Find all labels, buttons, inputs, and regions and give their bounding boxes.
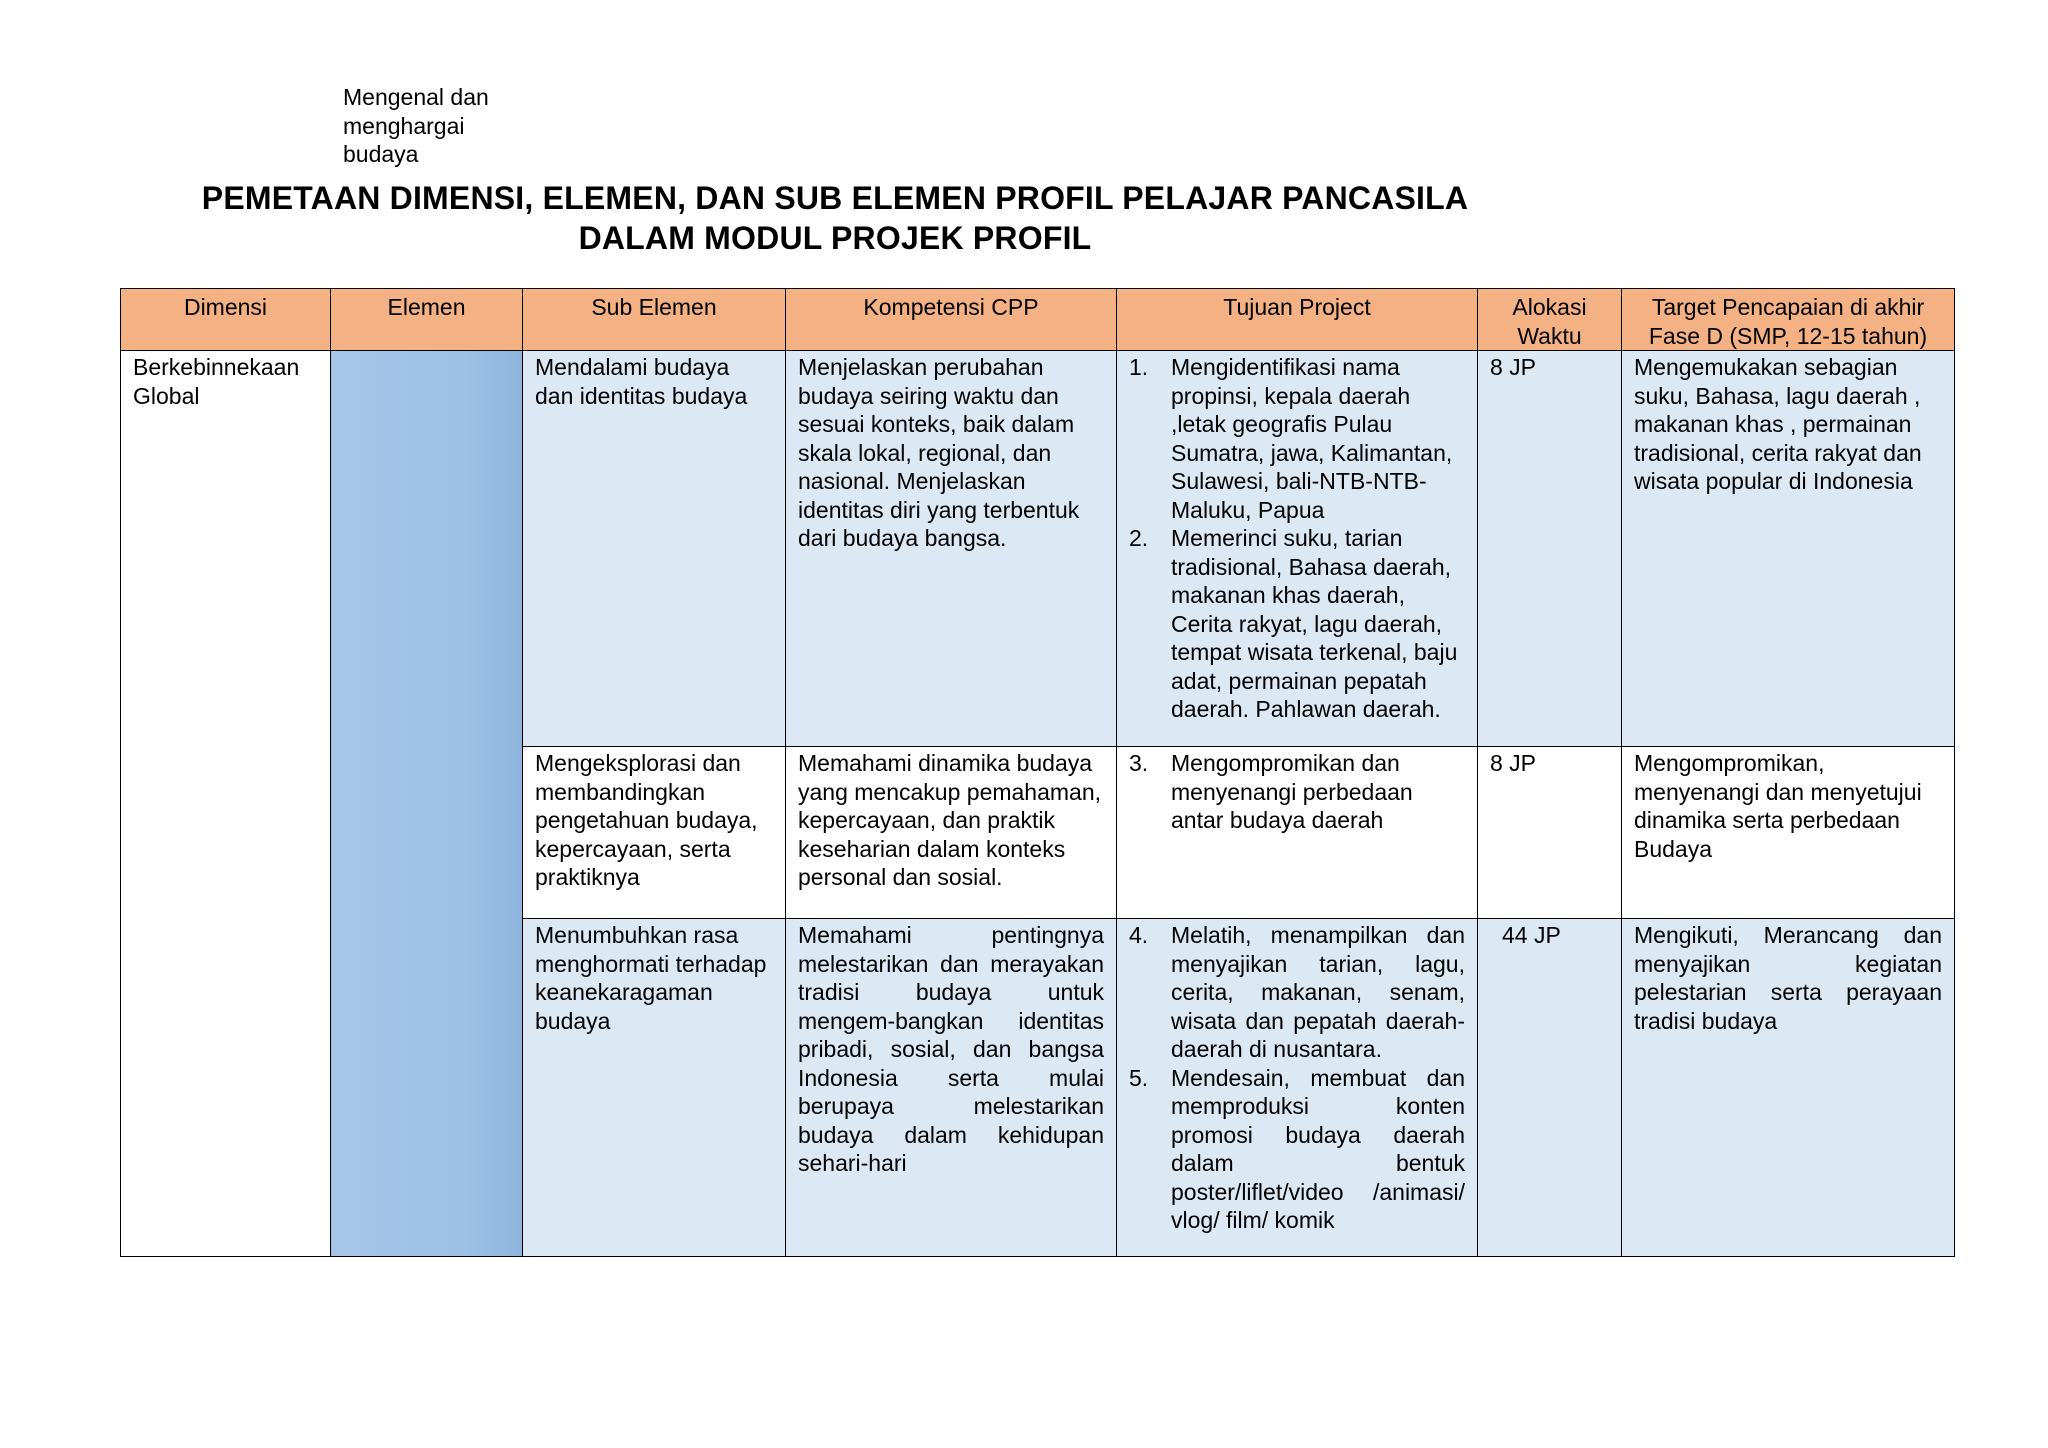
tujuan-text: Mengidentifikasi nama propinsi, kepala daerah ,letak geografis Pulau Sumatra, jawa, Kalimantan, Sulawesi, bali-NTB-NTB-Maluku, Papua	[1171, 354, 1453, 523]
tujuan-text: Memerinci suku, tarian tradisional, Bahasa daerah, makanan khas daerah, Cerita rakyat, lagu daerah, tempat wisata terkenal, baju adat, permainan pepatah daerah. Pahlawan daerah.	[1171, 525, 1458, 722]
tujuan-number: 5.	[1129, 1064, 1149, 1091]
title-line-2: DALAM MODUL PROJEK PROFIL	[578, 220, 1092, 256]
tujuan-list	[1129, 921, 1465, 1235]
kompetensi-cell: Memahami dinamika budaya yang mencakup pemahaman, kepercayaan, dan praktik keseharian dalam konteks personal dan sosial.	[786, 747, 1117, 919]
tujuan-cell	[1117, 747, 1478, 919]
tujuan-cell	[1117, 919, 1478, 1257]
sub-elemen-cell: Mengeksplorasi dan membandingkan pengetahuan budaya, kepercayaan, serta praktiknya	[523, 747, 786, 919]
dimensi-cell: Berkebinnekaan Global	[121, 351, 331, 1257]
tujuan-item	[1129, 524, 1465, 724]
header-dimensi: Dimensi	[121, 289, 331, 351]
target-cell: Mengemukakan sebagian suku, Bahasa, lagu daerah , makanan khas , permainan tradisional, cerita rakyat dan wisata popular di Indonesia	[1622, 351, 1955, 747]
sub-elemen-cell: Mendalami budaya dan identitas budaya	[523, 351, 786, 747]
tujuan-number: 1.	[1129, 354, 1149, 380]
tujuan-list	[1129, 353, 1465, 724]
header-kompetensi: Kompetensi CPP	[786, 289, 1117, 351]
sub-elemen-cell: Menumbuhkan rasa menghormati terhadap keanekaragaman budaya	[523, 919, 786, 1257]
tujuan-item	[1129, 749, 1465, 835]
tujuan-text: Melatih, menampilkan dan menyajikan tarian, lagu, cerita, makanan, senam, wisata dan pepatah daerah-daerah di nusantara.	[1171, 922, 1465, 1062]
tujuan-item	[1129, 353, 1465, 524]
header-sub-elemen: Sub Elemen	[523, 289, 786, 351]
document-title	[0, 178, 1670, 258]
alokasi-cell: 8 JP	[1478, 351, 1622, 747]
target-cell: Mengikuti, Merancang dan menyajikan kegiatan pelestarian serta perayaan tradisi budaya	[1622, 919, 1955, 1257]
kompetensi-cell: Menjelaskan perubahan budaya seiring waktu dan sesuai konteks, baik dalam skala lokal, regional, dan nasional. Menjelaskan identitas diri yang terbentuk dari budaya bangsa.	[786, 351, 1117, 747]
header-row	[121, 289, 1955, 351]
alokasi-cell: 44 JP	[1478, 919, 1622, 1257]
header-tujuan: Tujuan Project	[1117, 289, 1478, 351]
tujuan-cell	[1117, 351, 1478, 747]
alokasi-cell: 8 JP	[1478, 747, 1622, 919]
tujuan-text: Mendesain, membuat dan memproduksi konten promosi budaya daerah dalam bentuk poster/liflet/video /animasi/ vlog/ film/ komik	[1171, 1064, 1465, 1233]
tujuan-item	[1129, 921, 1465, 1064]
tujuan-item	[1129, 1064, 1465, 1235]
tujuan-number: 2.	[1129, 525, 1149, 551]
kompetensi-cell: Memahami pentingnya melestarikan dan merayakan tradisi budaya untuk mengem-bangkan identitas pribadi, sosial, dan bangsa Indonesia serta mulai berupaya melestarikan budaya dalam kehidupan sehari-hari	[786, 919, 1117, 1257]
tujuan-number: 4.	[1129, 922, 1149, 948]
table-row	[121, 351, 1955, 747]
tujuan-list	[1129, 749, 1465, 835]
tujuan-number: 3.	[1129, 750, 1149, 776]
header-target: Target Pencapaian di akhir Fase D (SMP, 12-15 tahun)	[1622, 289, 1955, 351]
header-elemen: Elemen	[331, 289, 523, 351]
tujuan-text: Mengompromikan dan menyenangi perbedaan antar budaya daerah	[1171, 750, 1413, 833]
target-cell: Mengompromikan, menyenangi dan menyetujui dinamika serta perbedaan Budaya	[1622, 747, 1955, 919]
header-alokasi: Alokasi Waktu	[1478, 289, 1622, 351]
elemen-text: Mengenal dan menghargai budaya	[343, 84, 489, 167]
title-line-1: PEMETAAN DIMENSI, ELEMEN, DAN SUB ELEMEN PROFIL PELAJAR PANCASILA	[201, 180, 1469, 216]
